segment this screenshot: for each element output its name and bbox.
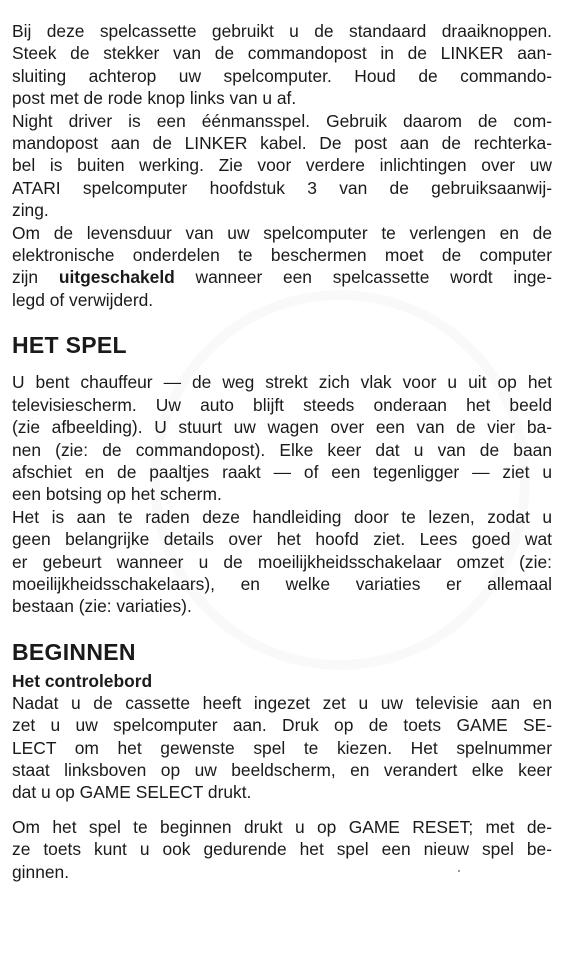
text-fragment: wanneer een spelcassette wordt inge-: [174, 267, 552, 288]
text-line: bel is buiten werking. Zie voor verdere inlichtingen over uw: [12, 155, 552, 176]
text-line: ATARI spelcomputer hoofdstuk 3 van de gebruiksaanwij-: [12, 177, 552, 198]
intro-paragraph-3: [12, 222, 552, 312]
text-line: Night driver is een éénmansspel. Gebruik daarom de com-: [12, 110, 552, 131]
text-line: nen (zie: de commandopost). Elke keer dat u van de baan: [12, 439, 552, 460]
text-line: televisiescherm. Uw auto blijft steeds onderaan het beeld: [12, 394, 552, 415]
text-line: er gebeurt wanneer u de moeilijkheidsschakelaar omzet (zie:: [12, 551, 552, 572]
text-line: Om het spel te beginnen drukt u op GAME RESET; met de-: [12, 816, 552, 837]
manual-page: [12, 6, 552, 883]
intro-paragraph-2: [12, 110, 552, 222]
text-line: U bent chauffeur — de weg strekt zich vlak voor u uit op het: [12, 372, 552, 393]
beginnen-paragraph-2: [12, 816, 552, 883]
text-line: een botsing op het scherm.: [12, 484, 222, 505]
text-line: zet u uw spelcomputer aan. Druk op de toets GAME SE-: [12, 715, 552, 736]
text-line: LECT om het gewenste spel te kiezen. Het spelnummer: [12, 737, 552, 758]
section-heading-het-spel: HET SPEL: [12, 332, 127, 359]
text-line: legd of verwijderd.: [12, 289, 154, 310]
text-line: (zie afbeelding). U stuurt uw wagen over een van de vier ba-: [12, 417, 552, 438]
text-line: staat linksboven op uw beeldscherm, en verandert elke keer: [12, 759, 552, 780]
text-line: Bij deze spelcassette gebruikt u de standaard draaiknoppen.: [12, 21, 552, 41]
text-line: ze toets kunt u ook gedurende het spel een nieuw spel be-: [12, 839, 552, 860]
text-line: elektronische onderdelen te beschermen moet de computer: [12, 245, 552, 266]
text-line: Nadat u de cassette heeft ingezet zet u uw televisie aan en: [12, 692, 552, 713]
text-line: mandopost aan de LINKER kabel. De post aan de rechterka-: [12, 133, 552, 154]
text-line: afschiet en de paaltjes raakt — of een tegenligger — ziet u: [12, 461, 552, 482]
text-line: ginnen.: [12, 861, 70, 882]
text-line: zing.: [12, 200, 49, 221]
emphasis-uitgeschakeld: uitgeschakeld: [58, 267, 175, 288]
text-fragment: zijn: [12, 267, 59, 288]
text-line: bestaan (zie: variaties).: [12, 596, 192, 617]
het-spel-paragraph-2: [12, 506, 552, 618]
beginnen-paragraph-1: [12, 692, 552, 804]
het-spel-paragraph-1: [12, 371, 552, 505]
text-line: Om de levensduur van uw spelcomputer te verlengen en de: [12, 222, 552, 243]
text-line: post met de rode knop links van u af.: [12, 88, 297, 109]
subheading-controlebord: Het controlebord: [12, 670, 153, 691]
text-line: Het is aan te raden deze handleiding door te lezen, zodat u: [12, 506, 552, 527]
text-line-mixed: [12, 266, 552, 288]
text-line: sluiting achterop uw spelcomputer. Houd de commando-: [12, 65, 552, 86]
text-line: dat u op GAME SELECT drukt.: [12, 782, 252, 803]
text-line: Steek de stekker van de commandopost in de LINKER aan-: [12, 43, 552, 64]
text-line: geen belangrijke details over het hoofd ziet. Lees goed wat: [12, 529, 552, 550]
intro-paragraph-1: [12, 20, 552, 110]
section-heading-beginnen: BEGINNEN: [12, 638, 136, 665]
text-line: moeilijkheidsschakelaars), en welke variaties er allemaal: [12, 573, 552, 594]
